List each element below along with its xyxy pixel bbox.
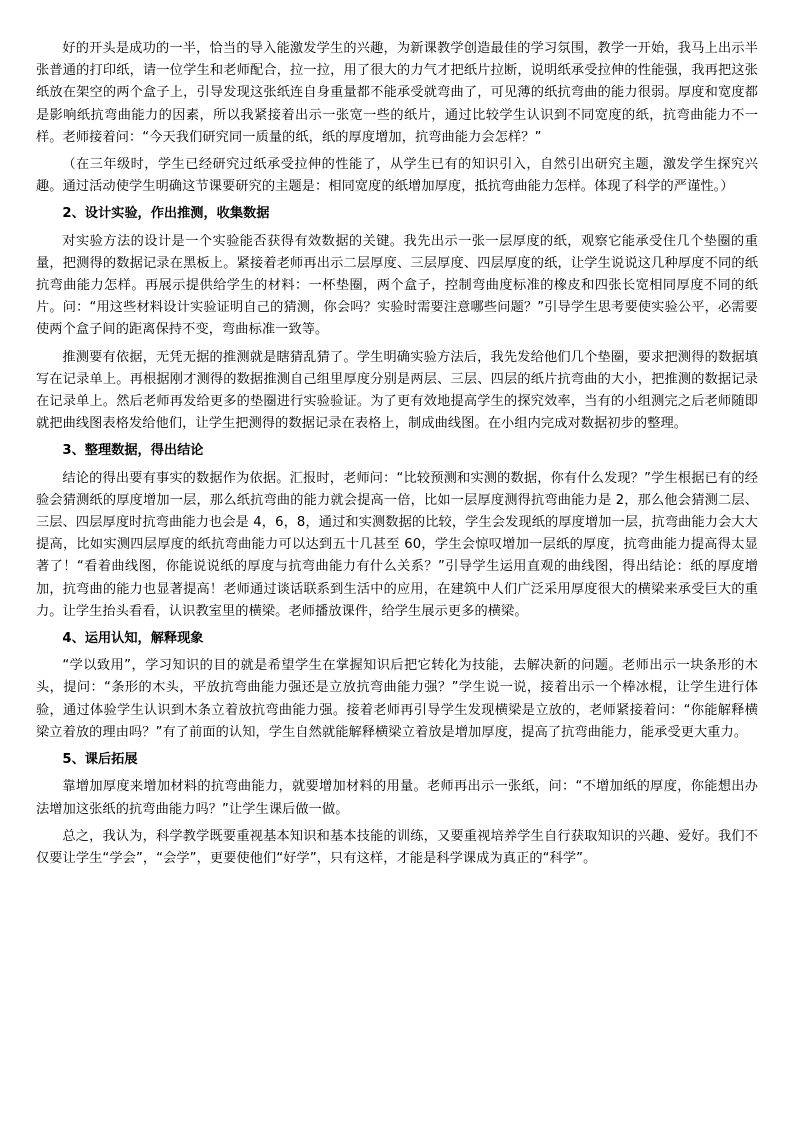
paragraph-application: “学以致用”，学习知识的目的就是希望学生在掌握知识后把它转化为技能，去解决新的问题。老师出示一块条形的木头，提问：“条形的木头，平放抗弯曲能力强还是立放抗弯曲能力强？”学生说一说，接着出示一个棒冰棍，让学生进行体验，通过体验学生认识到木条立着放抗弯曲能力强。接着老师再引导学生发现横梁是立放的，老师紧接着问：“你能解释横梁立着放的理由吗？”有了前面的认知，学生自然就能解释横梁立着放是增加厚度，提高了抗弯曲能力，能承受更大重力。 bbox=[36, 658, 758, 740]
paragraph-conclusion: 结论的得出要有事实的数据作为依据。汇报时，老师问：“比较预测和实测的数据，你有什么发现？”学生根据已有的经验会猜测纸的厚度增加一层，那么纸抗弯曲的能力就会提高一倍，比如一层厚度测得抗弯曲能力是 2，那么他会猜测二层、三层、四层厚度时抗弯曲能力也会是 4，6，8，通过和实测数据的比较，学生会发现纸的厚度增加一层，抗弯曲能力会大大提高，比如实测四层厚度的纸抗弯曲能力可以达到五十几甚至 60，学生会惊叹增加一层纸的厚度，抗弯曲能力提高得太显著了！“看着曲线图，你能说说纸的厚度与抗弯曲能力有什么关系？”引导学生运用直观的曲线图，得出结论：纸的厚度增加，抗弯曲的能力也显著提高！老师通过谈话联系到生活中的应用，在建筑中人们广泛采用厚度很大的横梁来承受巨大的重力。让学生抬头看看，认识教室里的横梁。老师播放课件，给学生展示更多的横梁。 bbox=[36, 470, 758, 619]
section-heading-5: 5、课后拓展 bbox=[62, 752, 138, 768]
paragraph-intro: 好的开头是成功的一半，恰当的导入能激发学生的兴趣，为新课教学创造最佳的学习氛围，教学一开始，我马上出示半张普通的打印纸，请一位学生和老师配合，拉一拉，用了很大的力气才把纸片拉断，说明纸承受拉伸的性能强，我再把这张纸放在架空的两个盒子上，引导发现这张纸连自身重量都不能承受就弯曲了，可见薄的纸抗弯曲的能力很弱。厚度和宽度都是影响纸抗弯曲能力的因素，所以我紧接着出示一张宽一些的纸片，通过比较学生认识到不同宽度的纸，抗弯曲能力不一样。老师接着问：“今天我们研究同一质量的纸，纸的厚度增加，抗弯曲能力会怎样？” bbox=[36, 41, 758, 145]
section-heading-3: 3、整理数据，得出结论 bbox=[62, 443, 204, 459]
paragraph-intro-note: （在三年级时，学生已经研究过纸承受拉伸的性能了，从学生已有的知识引入，自然引出研究主题，激发学生探究兴趣。通过活动使学生明确这节课要研究的主题是：相同宽度的纸增加厚度，抵抗弯曲能力怎样。体现了科学的严谨性。） bbox=[36, 157, 758, 195]
paragraph-summary: 总之，我认为，科学教学既要重视基本知识和基本技能的训练，又要重视培养学生自行获取知识的兴趣、爱好。我们不仅要让学生“学会”，“会学”，更要使他们“好学”，只有这样，才能是科学课成为真正的“科学”。 bbox=[36, 828, 758, 866]
paragraph-prediction: 推测要有依据，无凭无据的推测就是瞎猜乱猜了。学生明确实验方法后，我先发给他们几个垫圈，要求把测得的数据填写在记录单上。再根据刚才测得的数据推测自己组里厚度分别是两层、三层、四层的纸片抗弯曲的大小，把推测的数据记录在记录单上。然后老师再发给更多的垫圈进行实验验证。为了更有效地提高学生的探究效率，当有的小组测完之后老师随即就把曲线图表格发给他们，让学生把测得的数据记录在表格上，制成曲线图。在小组内完成对数据初步的整理。 bbox=[36, 349, 758, 432]
section-heading-4: 4、运用认知，解释现象 bbox=[62, 631, 204, 647]
paragraph-extension: 靠增加厚度来增加材料的抗弯曲能力，就要增加材料的用量。老师再出示一张纸，问：“不增加纸的厚度，你能想出办法增加这张纸的抗弯曲能力吗？”让学生课后做一做。 bbox=[36, 779, 758, 817]
document-page bbox=[36, 38, 758, 875]
paragraph-experiment-design: 对实验方法的设计是一个实验能否获得有效数据的关键。我先出示一张一层厚度的纸，观察它能承受住几个垫圈的重量，把测得的数据记录在黑板上。紧接着老师再出示二层厚度、三层厚度、四层厚度的纸，让学生说说这几种厚度不同的纸抗弯曲能力怎样。再展示提供给学生的材料：一杯垫圈，两个盒子，控制弯曲度标准的橡皮和四张长宽相同厚度不同的纸片。问：“用这些材料设计实验证明自己的猜测，你会吗？实验时需要注意哪些问题？”引导学生思考要使实验公平，必需要使两个盒子间的距离保持不变，弯曲标准一致等。 bbox=[36, 233, 758, 338]
section-heading-2: 2、设计实验，作出推测，收集数据 bbox=[62, 206, 270, 222]
